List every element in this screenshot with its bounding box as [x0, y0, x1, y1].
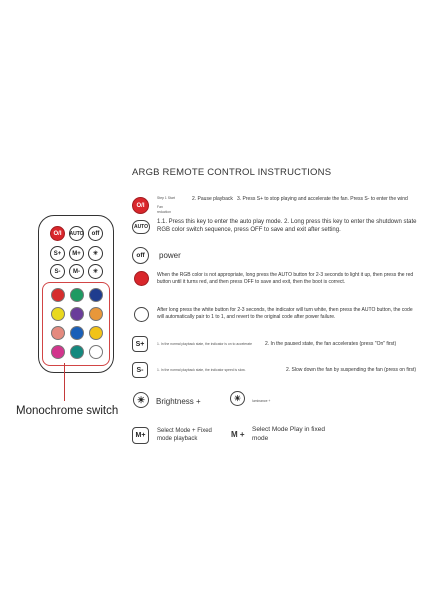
color-button-green[interactable] — [70, 288, 84, 302]
page-title: ARGB REMOTE CONTROL INSTRUCTIONS — [132, 167, 332, 178]
color-button-gold[interactable] — [89, 326, 103, 340]
remote-power-button[interactable]: O/I — [50, 226, 65, 241]
off-description: power — [159, 251, 181, 260]
color-button-yellow[interactable] — [51, 307, 65, 321]
remote-speed-up-button[interactable]: S+ — [50, 246, 65, 261]
mode-up-icon: M+ — [132, 427, 149, 444]
color-button-salmon[interactable] — [51, 326, 65, 340]
power-subtext: Fan reduction — [157, 205, 171, 214]
speed-down-icon: S- — [132, 362, 148, 378]
mode-up-description: Select Mode + Fixed mode playback — [157, 428, 212, 443]
red-color-description: When the RGB color is not appropriate, long press the AUTO button for 2-3 seconds to light it up, then press the red button until it turns red, and then press OFF to save and exit, then the boot is correct. — [157, 272, 414, 285]
remote-brightness-down-button[interactable]: ☀ — [88, 264, 103, 279]
power-step2: 2. Pause playback — [192, 196, 233, 202]
remote-mode-down-button[interactable]: M- — [69, 264, 84, 279]
remote-brightness-up-button[interactable]: ☀ — [88, 246, 103, 261]
power-step3: 3. Press S+ to stop playing and accelerate the fan. Press S- to enter the wind — [237, 196, 408, 202]
white-color-icon — [134, 307, 149, 322]
brightness-up-icon: ☀ — [133, 392, 149, 408]
color-button-blue[interactable] — [70, 326, 84, 340]
color-button-grid — [42, 282, 110, 366]
luminance-label: luminance + — [252, 399, 271, 403]
off-icon: off — [132, 247, 149, 264]
red-color-icon — [134, 271, 149, 286]
speed-down-description: 2. Slow down the fan by suspending the fan (press on first) — [286, 367, 417, 373]
color-button-pink[interactable] — [51, 345, 65, 359]
auto-icon: AUTO — [132, 220, 150, 234]
remote-mode-up-button[interactable]: M+ — [69, 246, 84, 261]
color-button-purple[interactable] — [70, 307, 84, 321]
remote-auto-button[interactable]: AUTO — [69, 226, 84, 241]
mode-play-description: Select Mode Play in fixed mode — [252, 426, 325, 442]
speed-up-note: 1. In the normal playback state, the indicator is on to accelerate — [157, 342, 252, 346]
monochrome-switch-label: Monochrome switch — [16, 405, 119, 417]
color-button-navy[interactable] — [89, 288, 103, 302]
auto-description: 1.1. Press this key to enter the auto play mode. 2. Long press this key to enter the shutdown state RGB color switch sequence, press OFF to save and exit after setting. — [157, 219, 417, 234]
mode-play-icon: M + — [231, 430, 245, 439]
callout-line — [64, 363, 65, 401]
white-color-description: After long press the white button for 2-3 seconds, the indicator will turn white, then press the AUTO button, the code will automatically pair to 1 to 1, and revert to the original code after power failure. — [157, 307, 413, 320]
brightness-up-label: Brightness + — [156, 397, 201, 406]
power-step1: Step 1 Start — [157, 196, 175, 200]
power-icon: O/I — [132, 197, 149, 214]
remote-off-button[interactable]: off — [88, 226, 103, 241]
color-button-red[interactable] — [51, 288, 65, 302]
remote-control — [38, 215, 114, 373]
color-button-white[interactable] — [89, 345, 103, 359]
luminance-icon: ☀ — [230, 391, 245, 406]
speed-up-icon: S+ — [132, 336, 148, 352]
speed-down-note: 1. In the normal playback state, the indicator speed is slow. — [157, 368, 246, 372]
remote-speed-down-button[interactable]: S- — [50, 264, 65, 279]
color-button-teal[interactable] — [70, 345, 84, 359]
color-button-orange[interactable] — [89, 307, 103, 321]
speed-up-description: 2. In the paused state, the fan accelerates (press "On" first) — [265, 341, 397, 347]
